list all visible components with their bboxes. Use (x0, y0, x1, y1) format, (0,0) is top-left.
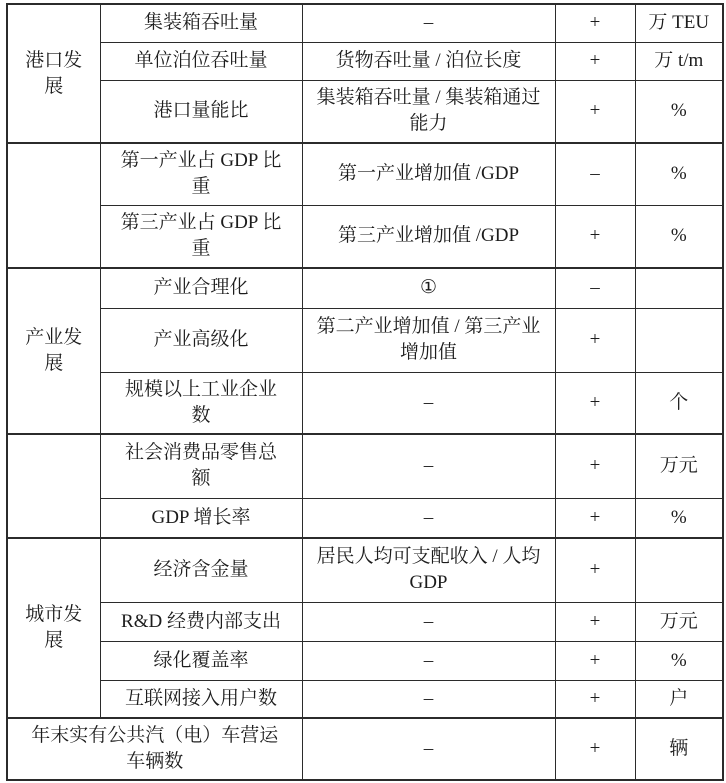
formula-cell: 集装箱吞吐量 / 集装箱通过能力 (302, 80, 555, 143)
table-row (7, 268, 723, 308)
table-row (7, 718, 723, 780)
unit-cell: % (635, 80, 723, 143)
formula-cell: 居民人均可支配收入 / 人均 GDP (302, 538, 555, 602)
formula-cell: – (302, 680, 555, 718)
unit-cell: % (635, 498, 723, 538)
table-row (7, 602, 723, 641)
table-row (7, 498, 723, 538)
indicator-cell: 第三产业占 GDP 比重 (100, 205, 302, 268)
unit-cell: 个 (635, 372, 723, 434)
formula-cell: ① (302, 268, 555, 308)
table-row (7, 80, 723, 143)
indicator-cell: 产业高级化 (100, 308, 302, 372)
unit-cell (635, 538, 723, 602)
indicator-cell: 港口量能比 (100, 80, 302, 143)
category-cell (7, 143, 100, 268)
formula-cell: – (302, 4, 555, 42)
formula-cell: 第三产业增加值 /GDP (302, 205, 555, 268)
direction-cell: + (555, 205, 635, 268)
indicator-cell: 第一产业占 GDP 比重 (100, 143, 302, 205)
indicator-cell: 社会消费品零售总额 (100, 434, 302, 498)
indicator-cell: 集装箱吞吐量 (100, 4, 302, 42)
indicator-cell: 经济含金量 (100, 538, 302, 602)
direction-cell: + (555, 4, 635, 42)
category-cell: 城市发展 (7, 538, 100, 718)
direction-cell: + (555, 680, 635, 718)
unit-cell (635, 308, 723, 372)
unit-cell: 辆 (635, 718, 723, 780)
direction-cell: + (555, 434, 635, 498)
indicator-cell: 产业合理化 (100, 268, 302, 308)
table-row (7, 372, 723, 434)
category-cell: 港口发展 (7, 4, 100, 143)
unit-cell: 万元 (635, 602, 723, 641)
table-row (7, 538, 723, 602)
table-row (7, 641, 723, 680)
table-row (7, 680, 723, 718)
table-row (7, 205, 723, 268)
indicator-cell: 规模以上工业企业数 (100, 372, 302, 434)
formula-cell: – (302, 641, 555, 680)
table-row (7, 42, 723, 80)
direction-cell: + (555, 308, 635, 372)
unit-cell: % (635, 143, 723, 205)
direction-cell: + (555, 372, 635, 434)
direction-cell: – (555, 268, 635, 308)
indicator-cell: 单位泊位吞吐量 (100, 42, 302, 80)
indicator-cell: 绿化覆盖率 (100, 641, 302, 680)
formula-cell: – (302, 718, 555, 780)
formula-cell: – (302, 602, 555, 641)
indicator-cell: GDP 增长率 (100, 498, 302, 538)
direction-cell: + (555, 718, 635, 780)
direction-cell: + (555, 602, 635, 641)
formula-cell: 第二产业增加值 / 第三产业增加值 (302, 308, 555, 372)
unit-cell (635, 268, 723, 308)
table-row (7, 4, 723, 42)
direction-cell: + (555, 42, 635, 80)
category-cell (7, 434, 100, 538)
unit-cell: 户 (635, 680, 723, 718)
formula-cell: – (302, 498, 555, 538)
table-row (7, 143, 723, 205)
direction-cell: – (555, 143, 635, 205)
table-row (7, 308, 723, 372)
indicator-table (6, 3, 724, 781)
direction-cell: + (555, 538, 635, 602)
unit-cell: 万 TEU (635, 4, 723, 42)
indicator-cell-merged: 年末实有公共汽（电）车营运车辆数 (7, 718, 302, 780)
unit-cell: % (635, 641, 723, 680)
indicator-cell: 互联网接入用户数 (100, 680, 302, 718)
formula-cell: 第一产业增加值 /GDP (302, 143, 555, 205)
formula-cell: – (302, 434, 555, 498)
unit-cell: % (635, 205, 723, 268)
direction-cell: + (555, 80, 635, 143)
category-cell: 产业发展 (7, 268, 100, 434)
direction-cell: + (555, 641, 635, 680)
direction-cell: + (555, 498, 635, 538)
indicator-cell: R&D 经费内部支出 (100, 602, 302, 641)
formula-cell: 货物吞吐量 / 泊位长度 (302, 42, 555, 80)
table-row (7, 434, 723, 498)
formula-cell: – (302, 372, 555, 434)
unit-cell: 万元 (635, 434, 723, 498)
unit-cell: 万 t/m (635, 42, 723, 80)
